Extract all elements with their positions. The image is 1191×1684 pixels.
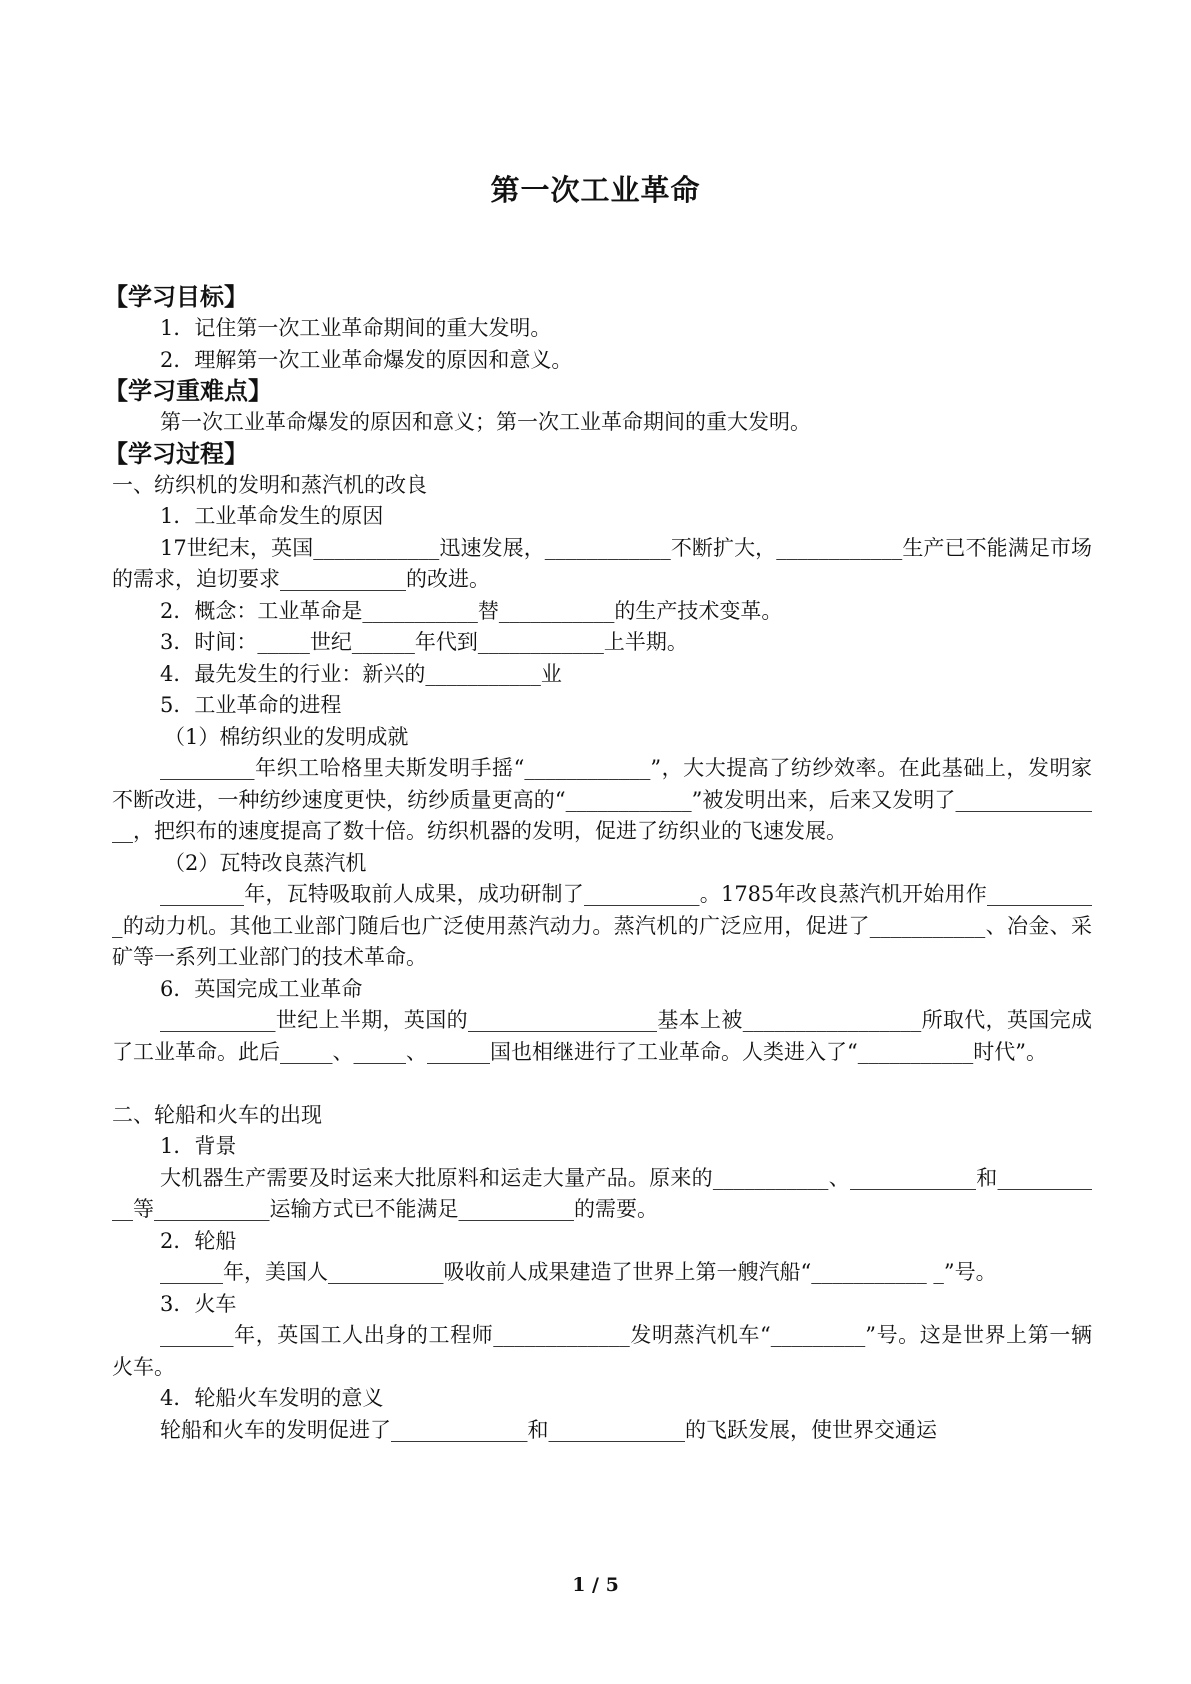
spacer	[112, 1068, 1092, 1100]
goals-heading: 【学习目标】	[104, 283, 248, 311]
paragraph: _________年织工哈格里夫斯发明手摇“____________”，大大提高了纺纱效率。在此基础上，发明家不断改进，一种纺纱速度更快，纺纱质量更高的“____________”被发明出来，后来又发明了_______________，把织布的速度提高了数十倍。纺织机器的发明，促进了纺织业的飞速发展。	[112, 756, 1092, 843]
subsection-title: 3．火车	[160, 1291, 237, 1316]
paragraph: ___________世纪上半期，英国的__________________基本上被_________________所取代，英国完成了工业革命。此后_____、_____、______国也相继进行了工业革命。人类进入了“___________时代”。	[112, 1008, 1092, 1064]
process-heading: 【学习过程】	[104, 439, 248, 468]
fill-line: 3．时间：_____世纪______年代到____________上半期。	[160, 630, 688, 654]
subsection-title: 4．轮船火车发明的意义	[160, 1386, 384, 1410]
section-title: 一、纺织机的发明和蒸汽机的改良	[112, 472, 427, 497]
key-points-text: 第一次工业革命爆发的原因和意义；第一次工业革命期间的重大发明。	[160, 410, 811, 434]
section-title: 二、轮船和火车的出现	[112, 1102, 322, 1127]
paragraph: ________年，瓦特吸取前人成果，成功研制了___________。1785年改良蒸汽机开始用作___________的动力机。其他工业部门随后也广泛使用蒸汽动力。蒸汽机的广泛应用，促进了___________、冶金、采矿等一系列工业部门的技术革命。	[112, 882, 1092, 969]
subsubsection-title: （2）瓦特改良蒸汽机	[164, 850, 367, 875]
subsection-title: 1．背景	[160, 1134, 237, 1158]
paragraph: 大机器生产需要及时运来大批原料和运走大量产品。原来的___________、____________和___________等___________运输方式已不能满足___________的需要。	[112, 1165, 1092, 1221]
paragraph: 17世纪末，英国____________迅速发展，____________不断扩大，____________生产已不能满足市场的需求，迫切要求____________的改进。	[112, 535, 1092, 591]
document-body	[104, 282, 1092, 1446]
paragraph: _______年，英国工人出身的工程师_____________发明蒸汽机车“_________”号。这是世界上第一辆火车。	[112, 1323, 1092, 1379]
paragraph: ______年，美国人___________吸收前人成果建造了世界上第一艘汽船“___________ _”号。	[160, 1260, 997, 1284]
fill-line: 4．最先发生的行业：新兴的___________业	[160, 661, 562, 686]
fill-line: 2．概念：工业革命是___________替___________的生产技术变革。	[160, 598, 783, 623]
subsection-title: 5．工业革命的进程	[160, 693, 342, 717]
subsection-title: 6．英国完成工业革命	[160, 976, 363, 1001]
subsubsection-title: （1）棉纺织业的发明成就	[164, 724, 409, 749]
subsection-title: 1．工业革命发生的原因	[160, 504, 384, 528]
goal-item: 1．记住第一次工业革命期间的重大发明。	[160, 316, 552, 340]
subsection-title: 2．轮船	[160, 1228, 237, 1253]
page-number: 1 / 5	[572, 1574, 619, 1596]
goal-item: 2．理解第一次工业革命爆发的原因和意义。	[160, 347, 573, 372]
key-points-heading: 【学习重难点】	[104, 377, 272, 405]
page-title: 第一次工业革命	[490, 173, 701, 207]
paragraph: 轮船和火车的发明促进了_____________和_____________的飞跃发展，使世界交通运	[160, 1417, 937, 1442]
